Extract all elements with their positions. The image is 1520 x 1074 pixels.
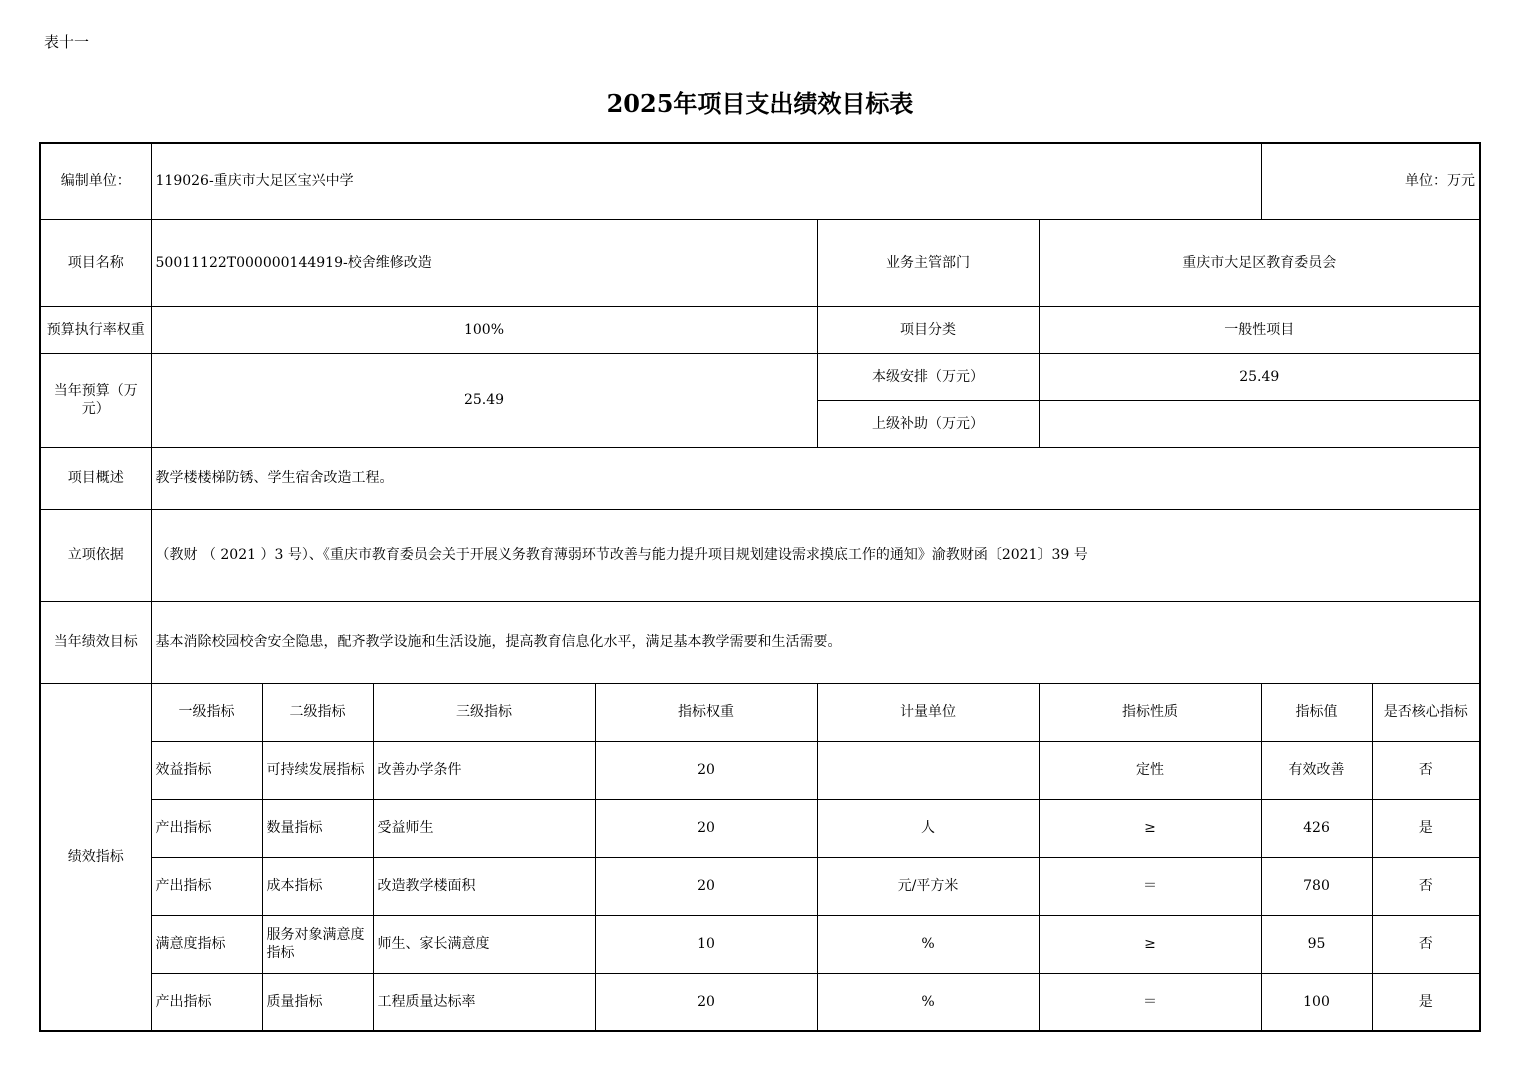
goal-value: 基本消除校园校舍安全隐患，配齐教学设施和生活设施，提高教育信息化水平，满足基本教学需要和生活需要。 — [151, 601, 1480, 683]
cell-core: 否 — [1372, 741, 1480, 799]
category-label: 项目分类 — [817, 306, 1039, 353]
cell-value: 有效改善 — [1261, 741, 1372, 799]
cell-level3: 师生、家长满意度 — [373, 915, 595, 973]
org-label: 编制单位： — [40, 143, 151, 219]
overview-row — [40, 447, 1480, 509]
cell-core: 否 — [1372, 857, 1480, 915]
upper-subsidy-value — [1039, 400, 1480, 447]
cell-value: 426 — [1261, 799, 1372, 857]
cell-level1: 产出指标 — [151, 973, 262, 1031]
page-title: 2025年项目支出绩效目标表 — [606, 89, 914, 118]
overview-value: 教学楼楼梯防锈、学生宿舍改造工程。 — [151, 447, 1480, 509]
performance-target-table — [39, 142, 1481, 1032]
cell-level1: 产出指标 — [151, 857, 262, 915]
cell-level3: 改善办学条件 — [373, 741, 595, 799]
exec-rate-row — [40, 306, 1480, 353]
cell-weight: 20 — [595, 973, 817, 1031]
indicator-section-label: 绩效指标 — [40, 683, 151, 1031]
cell-level3: 受益师生 — [373, 799, 595, 857]
cell-value: 95 — [1261, 915, 1372, 973]
cell-level2: 数量指标 — [262, 799, 373, 857]
cell-level3: 改造教学楼面积 — [373, 857, 595, 915]
cell-nature: 定性 — [1039, 741, 1261, 799]
header-core: 是否核心指标 — [1372, 683, 1480, 741]
cell-unit: 元/平方米 — [817, 857, 1039, 915]
cell-weight: 20 — [595, 741, 817, 799]
cell-weight: 10 — [595, 915, 817, 973]
table-row — [40, 915, 1480, 973]
table-number: 表十一 — [44, 33, 90, 51]
category-value: 一般性项目 — [1039, 306, 1480, 353]
overview-label: 项目概述 — [40, 447, 151, 509]
table-row — [40, 857, 1480, 915]
goal-row — [40, 601, 1480, 683]
cell-unit: % — [817, 973, 1039, 1031]
cell-level3: 工程质量达标率 — [373, 973, 595, 1031]
project-name-label: 项目名称 — [40, 219, 151, 306]
project-name-value: 50011122T000000144919-校舍维修改造 — [151, 219, 817, 306]
cell-core: 否 — [1372, 915, 1480, 973]
project-name-row — [40, 219, 1480, 306]
cell-core: 是 — [1372, 799, 1480, 857]
cell-unit: % — [817, 915, 1039, 973]
cell-nature: ≥ — [1039, 915, 1261, 973]
unit-label: 单位：万元 — [1261, 143, 1480, 219]
budget-value: 25.49 — [151, 353, 817, 447]
local-arrangement-label: 本级安排（万元） — [817, 353, 1039, 400]
header-level2: 二级指标 — [262, 683, 373, 741]
exec-rate-value: 100% — [151, 306, 817, 353]
cell-nature: ＝ — [1039, 857, 1261, 915]
dept-label: 业务主管部门 — [817, 219, 1039, 306]
cell-level2: 成本指标 — [262, 857, 373, 915]
org-row — [40, 143, 1480, 219]
header-level1: 一级指标 — [151, 683, 262, 741]
budget-row-1 — [40, 353, 1480, 400]
org-value: 119026-重庆市大足区宝兴中学 — [151, 143, 1261, 219]
cell-weight: 20 — [595, 799, 817, 857]
goal-label: 当年绩效目标 — [40, 601, 151, 683]
cell-nature: ≥ — [1039, 799, 1261, 857]
basis-value: （教财 （ 2021 ）3 号）、《重庆市教育委员会关于开展义务教育薄弱环节改善与能力提升项目规划建设需求摸底工作的通知》渝教财函〔2021〕39 号 — [151, 509, 1480, 601]
header-level3: 三级指标 — [373, 683, 595, 741]
header-unit: 计量单位 — [817, 683, 1039, 741]
cell-unit: 人 — [817, 799, 1039, 857]
cell-core: 是 — [1372, 973, 1480, 1031]
table-row — [40, 741, 1480, 799]
header-weight: 指标权重 — [595, 683, 817, 741]
cell-value: 780 — [1261, 857, 1372, 915]
cell-level2: 质量指标 — [262, 973, 373, 1031]
cell-level1: 满意度指标 — [151, 915, 262, 973]
local-arrangement-value: 25.49 — [1039, 353, 1480, 400]
cell-level1: 效益指标 — [151, 741, 262, 799]
basis-label: 立项依据 — [40, 509, 151, 601]
cell-level2: 可持续发展指标 — [262, 741, 373, 799]
cell-unit — [817, 741, 1039, 799]
budget-label: 当年预算（万元） — [40, 353, 151, 447]
cell-nature: ＝ — [1039, 973, 1261, 1031]
header-value: 指标值 — [1261, 683, 1372, 741]
indicator-header-row — [40, 683, 1480, 741]
cell-value: 100 — [1261, 973, 1372, 1031]
basis-row — [40, 509, 1480, 601]
cell-weight: 20 — [595, 857, 817, 915]
header-nature: 指标性质 — [1039, 683, 1261, 741]
table-row — [40, 973, 1480, 1031]
exec-rate-label: 预算执行率权重 — [40, 306, 151, 353]
table-row — [40, 799, 1480, 857]
upper-subsidy-label: 上级补助（万元） — [817, 400, 1039, 447]
cell-level1: 产出指标 — [151, 799, 262, 857]
cell-level2: 服务对象满意度指标 — [262, 915, 373, 973]
dept-value: 重庆市大足区教育委员会 — [1039, 219, 1480, 306]
